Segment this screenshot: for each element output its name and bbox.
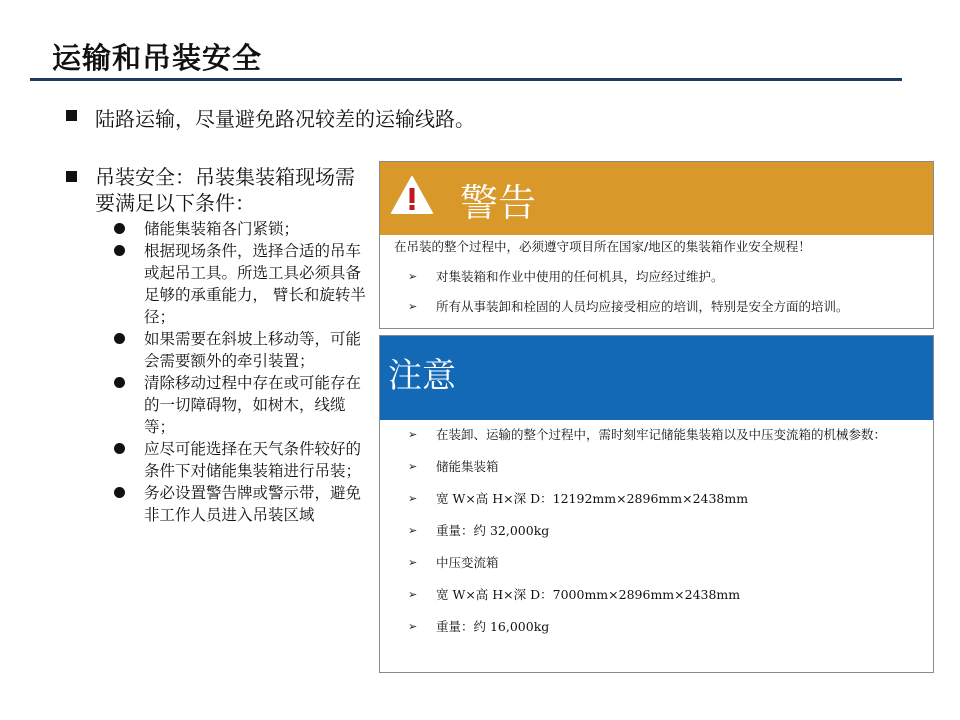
dot-bullet-icon [114,223,125,234]
list-item-text: 在装卸、运输的整个过程中，需时刻牢记储能集装箱以及中压变流箱的机械参数： [436,427,887,442]
warning-header [380,162,933,235]
arrow-bullet-icon: ➢ [408,270,418,283]
note-header [380,336,933,420]
list-item [394,618,919,636]
arrow-bullet-icon: ➢ [408,428,418,441]
note-title: 注意 [388,356,456,396]
page-title: 运输和吊装安全 [52,41,263,75]
list-item [394,586,919,604]
arrow-bullet-icon: ➢ [408,588,418,601]
list-item [110,240,370,328]
list-item [110,372,370,438]
arrow-bullet-icon: ➢ [408,524,418,537]
warning-title: 警告 [460,181,537,225]
warning-panel [379,161,934,329]
warning-intro: 在吊装的整个过程中，必须遵守项目所在国家/地区的集装箱作业安全规程！ [394,239,811,254]
arrow-bullet-icon: ➢ [408,620,418,633]
arrow-bullet-icon: ➢ [408,492,418,505]
list-item [394,298,919,316]
list-item [394,554,919,572]
list-item [110,438,370,482]
dot-bullet-icon [114,443,125,454]
list-item-text: 对集装箱和作业中使用的任何机具，均应经过维护。 [436,269,724,284]
list-item [110,218,370,240]
list-item-text: 中压变流箱 [436,555,499,570]
note-panel [379,335,934,673]
list-item-text: 如果需要在斜坡上移动等，可能会需要额外的牵引装置； [144,330,362,370]
list-item [394,522,919,540]
list-item-text: 根据现场条件，选择合适的吊车或起吊工具。所选工具必须具备足够的承重能力， 臂长和旋转半径； [144,242,366,326]
list-item [394,426,919,444]
warning-body [380,238,933,316]
list-item [110,482,370,526]
list-item-text: 重量：约 16,000kg [436,619,550,634]
list-item-text: 宽 W×高 H×深 D：12192mm×2896mm×2438mm [436,491,749,506]
list-item-text: 务必设置警告牌或警示带，避免非工作人员进入吊装区域 [144,484,362,524]
square-bullet-icon [66,171,77,182]
warning-triangle-icon [390,174,434,216]
lifting-conditions-list [110,218,370,526]
dot-bullet-icon [114,487,125,498]
arrow-bullet-icon: ➢ [408,460,418,473]
dot-bullet-icon [114,377,125,388]
list-item-text: 储能集装箱各门紧锁； [144,220,300,238]
list-item [394,268,919,286]
dot-bullet-icon [114,245,125,256]
list-item-text: 清除移动过程中存在或可能存在的一切障碍物，如树木，线缆等； [144,374,362,436]
list-item-text: 应尽可能选择在天气条件较好的条件下对储能集装箱进行吊装； [144,440,362,480]
list-item-text: 所有从事装卸和栓固的人员均应接受相应的培训，特别是安全方面的培训。 [436,299,849,314]
square-bullet-icon [66,110,77,121]
list-item [110,328,370,372]
arrow-bullet-icon: ➢ [408,556,418,569]
dot-bullet-icon [114,333,125,344]
land-transport-text: 陆路运输，尽量避免路况较差的运输线路。 [95,107,475,131]
list-item-text: 宽 W×高 H×深 D：7000mm×2896mm×2438mm [436,587,741,602]
list-item-text: 重量：约 32,000kg [436,523,550,538]
list-item [394,458,919,476]
title-divider [30,78,902,81]
note-body [380,420,933,636]
arrow-bullet-icon: ➢ [408,300,418,313]
list-item-text: 储能集装箱 [436,459,499,474]
lifting-heading: 吊装安全：吊装集装箱现场需要满足以下条件： [95,165,355,215]
list-item [394,490,919,508]
